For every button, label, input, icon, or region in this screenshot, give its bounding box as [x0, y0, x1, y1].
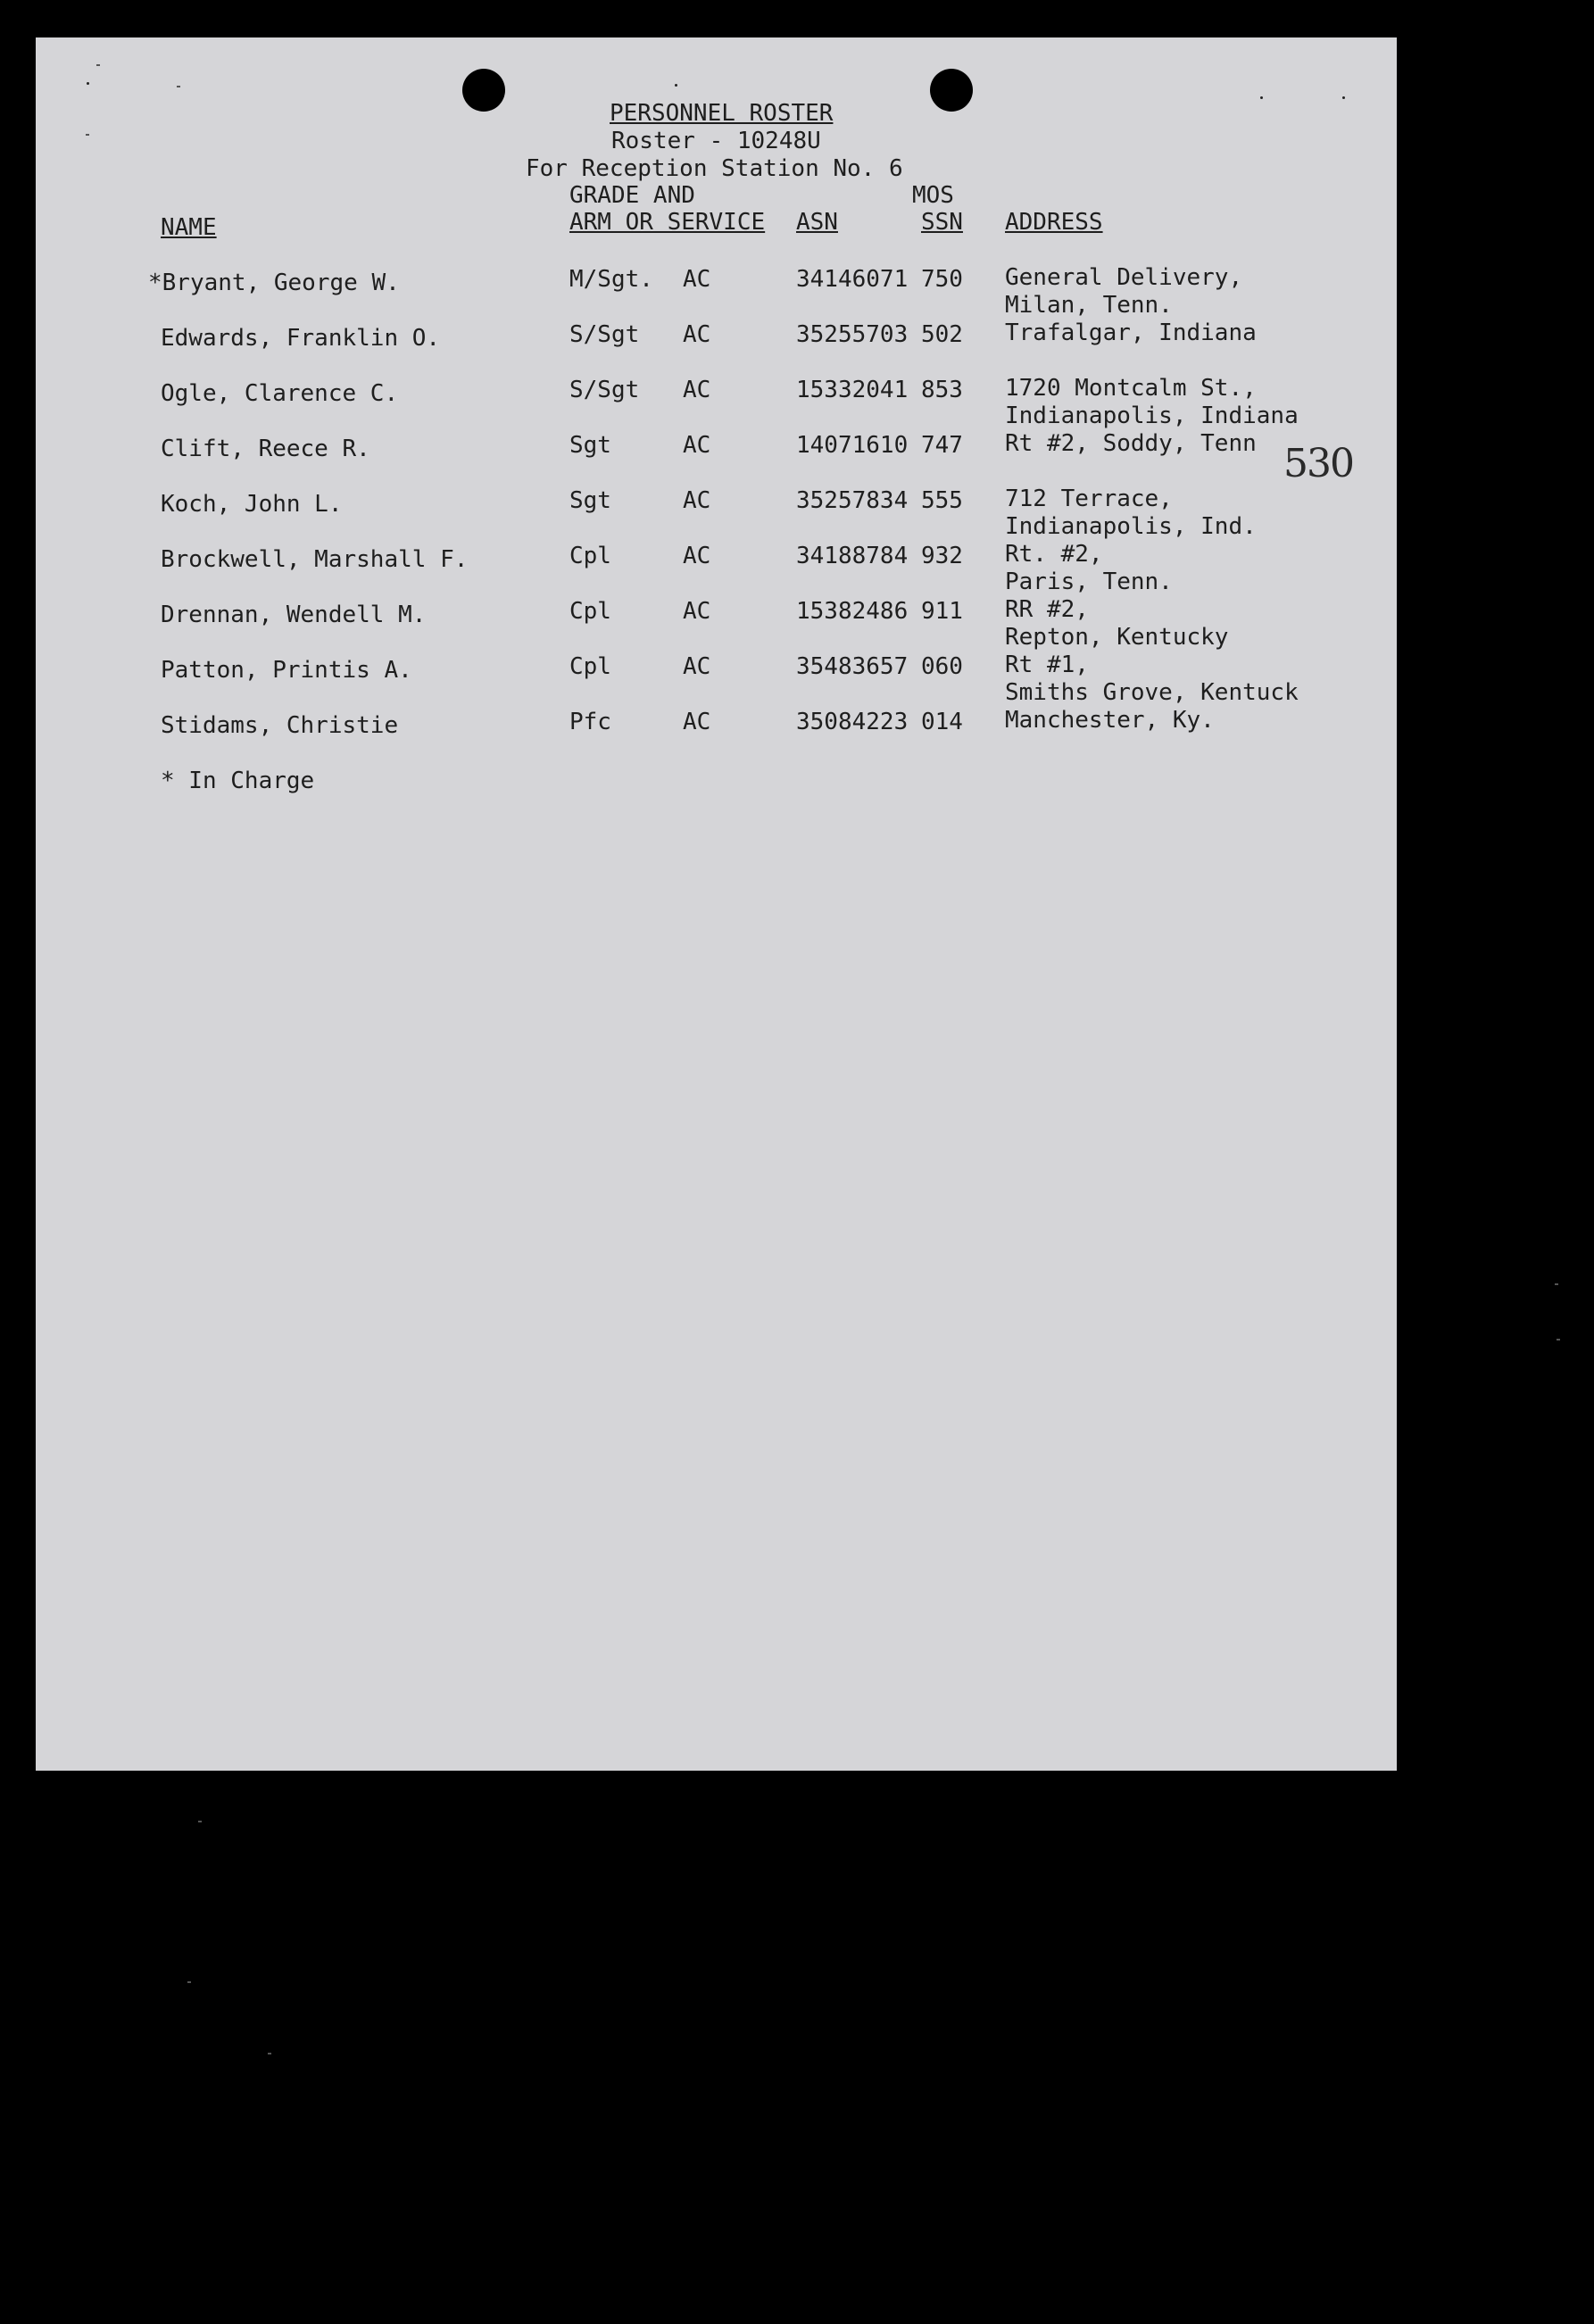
- row-address-line1: Trafalgar, Indiana: [1005, 320, 1257, 346]
- row-grade: M/Sgt.: [569, 266, 653, 293]
- row-asn: 35257834: [796, 487, 909, 514]
- row-grade: S/Sgt: [569, 377, 640, 403]
- row-address-line2: Indianapolis, Indiana: [1005, 403, 1299, 429]
- row-grade: Pfc: [569, 709, 611, 735]
- scan-speck: [198, 1821, 202, 1822]
- row-asn: 14071610: [796, 432, 909, 459]
- col-address: ADDRESS: [1005, 209, 1103, 236]
- row-ssn: 911: [921, 598, 963, 625]
- row-ssn: 747: [921, 432, 963, 459]
- station-line: For Reception Station No. 6: [526, 155, 903, 182]
- col-grade-bottom: ARM OR SERVICE: [569, 209, 766, 236]
- row-ssn: 555: [921, 487, 963, 514]
- row-arm: AC: [683, 377, 711, 403]
- row-address-line1: 712 Terrace,: [1005, 486, 1173, 512]
- row-address-line1: Rt #2, Soddy, Tenn: [1005, 430, 1257, 457]
- row-grade: Cpl: [569, 598, 611, 625]
- row-address-line1: RR #2,: [1005, 596, 1089, 623]
- row-asn: 35483657: [796, 653, 909, 680]
- col-grade-top: GRADE AND: [569, 182, 695, 209]
- row-grade: S/Sgt: [569, 321, 640, 348]
- row-asn: 34188784: [796, 543, 909, 569]
- row-ssn: 932: [921, 543, 963, 569]
- row-arm: AC: [683, 653, 711, 680]
- scan-speck: [1557, 1339, 1560, 1340]
- row-arm: AC: [683, 709, 711, 735]
- row-grade: Sgt: [569, 432, 611, 459]
- col-name: NAME: [161, 214, 217, 241]
- row-ssn: 502: [921, 321, 963, 348]
- row-name: Brockwell, Marshall F.: [161, 546, 469, 573]
- row-address-line1: Rt #1,: [1005, 652, 1089, 678]
- footnote: * In Charge: [161, 768, 315, 794]
- row-name: Edwards, Franklin O.: [161, 325, 441, 352]
- col-ssn: SSN: [921, 209, 963, 236]
- row-grade: Sgt: [569, 487, 611, 514]
- row-grade: Cpl: [569, 653, 611, 680]
- roster-number: Roster - 10248U: [611, 128, 821, 154]
- row-asn: 15382486: [796, 598, 909, 625]
- punch-hole: [462, 69, 505, 112]
- row-arm: AC: [683, 543, 711, 569]
- row-address-line2: Repton, Kentucky: [1005, 624, 1229, 651]
- row-asn: 35084223: [796, 709, 909, 735]
- row-asn: 15332041: [796, 377, 909, 403]
- row-address-line2: Milan, Tenn.: [1005, 292, 1173, 319]
- scan-speck: [187, 1981, 191, 1983]
- paper-speck: [1342, 96, 1345, 99]
- row-name: Drennan, Wendell M.: [161, 602, 427, 628]
- row-asn: 35255703: [796, 321, 909, 348]
- row-address-line2: Indianapolis, Ind.: [1005, 513, 1257, 540]
- row-arm: AC: [683, 266, 711, 293]
- scan-speck: [86, 134, 89, 136]
- scan-speck: [268, 2053, 271, 2054]
- scan-speck: [96, 64, 100, 66]
- row-name: Ogle, Clarence C.: [161, 380, 399, 407]
- row-name: Clift, Reece R.: [161, 436, 370, 462]
- row-address-line2: Smiths Grove, Kentuck: [1005, 679, 1299, 706]
- row-grade: Cpl: [569, 543, 611, 569]
- paper-speck: [675, 84, 677, 87]
- scan-speck: [1555, 1283, 1558, 1285]
- paper-speck: [87, 82, 89, 85]
- punch-hole: [930, 69, 973, 112]
- row-address-line2: Paris, Tenn.: [1005, 569, 1173, 595]
- row-address-line1: 1720 Montcalm St.,: [1005, 375, 1257, 402]
- row-ssn: 750: [921, 266, 963, 293]
- row-arm: AC: [683, 321, 711, 348]
- page-number-stamp: 530: [1283, 441, 1353, 486]
- row-name: Patton, Printis A.: [161, 657, 412, 684]
- row-arm: AC: [683, 598, 711, 625]
- row-name: Stidams, Christie: [161, 712, 399, 739]
- paper-speck: [1260, 96, 1263, 99]
- scan-speck: [177, 86, 180, 87]
- row-ssn: 060: [921, 653, 963, 680]
- row-address-line1: General Delivery,: [1005, 264, 1243, 291]
- row-arm: AC: [683, 432, 711, 459]
- row-asn: 34146071: [796, 266, 909, 293]
- roster-title: PERSONNEL ROSTER: [610, 100, 834, 127]
- row-address-line1: Rt. #2,: [1005, 541, 1103, 568]
- col-asn: ASN: [796, 209, 838, 236]
- row-ssn: 014: [921, 709, 963, 735]
- row-address-line1: Manchester, Ky.: [1005, 707, 1215, 734]
- row-name: *Bryant, George W.: [148, 270, 400, 296]
- row-ssn: 853: [921, 377, 963, 403]
- roster-page: [36, 37, 1397, 1771]
- row-name: Koch, John L.: [161, 491, 343, 518]
- row-arm: AC: [683, 487, 711, 514]
- col-mos-top: MOS: [912, 182, 954, 209]
